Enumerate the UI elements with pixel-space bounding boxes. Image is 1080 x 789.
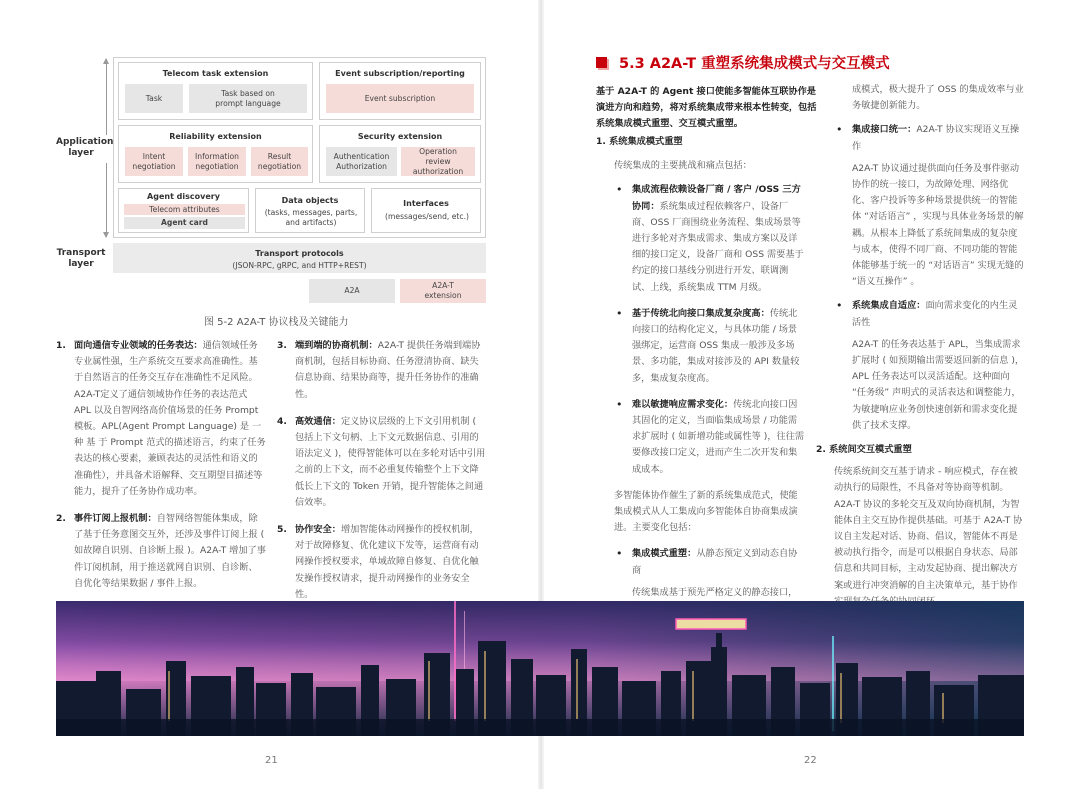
arrow-down-icon bbox=[106, 163, 107, 237]
bullet-item bbox=[834, 298, 1026, 330]
bullet-title: 集成接口统一： bbox=[852, 124, 917, 136]
paragraph: 成模式，极大提升了 OSS 的集成效率与业务敏捷创新能力。 bbox=[852, 84, 1024, 112]
event-subscription-group bbox=[319, 62, 481, 120]
list-item bbox=[56, 338, 266, 500]
section-title-text: 5.3 A2A-T 重塑系统集成模式与交互模式 bbox=[619, 56, 890, 72]
item-number: 2. bbox=[56, 513, 66, 525]
transport-body: (JSON-RPC, gRPC, and HTTP+REST) bbox=[232, 261, 367, 270]
group-title: Event subscription/reporting bbox=[335, 69, 465, 78]
paragraph: 传统集成的主要挑战和痛点包括： bbox=[614, 160, 752, 172]
figure-caption: 图 5-2 A2A-T 协议栈及关键能力 bbox=[204, 317, 349, 328]
group-title: Reliability extension bbox=[169, 132, 262, 141]
paragraph: 传统集成基于预先严格定义的静态接口， bbox=[632, 586, 798, 598]
reliability-group bbox=[118, 125, 313, 183]
bullet-text: 传统北向接口因其固化的定义，当面临集成场景 / 功能需求扩展时 ( 如新增功能或属性等 )，往往需要修改接口定义，进而产生二次开发和集成成本。 bbox=[632, 398, 805, 475]
bullet-item bbox=[614, 306, 806, 387]
group-title: Security extension bbox=[357, 132, 443, 141]
list-item bbox=[277, 414, 486, 511]
page-number-left: 21 bbox=[265, 755, 278, 766]
city-night-photo bbox=[56, 601, 1024, 736]
page-number-right: 22 bbox=[804, 755, 817, 766]
item-text: A2A-T 提供任务端到端协商机制，包括目标协商、任务澄清协商、缺失信息协商、结果协商等，提升任务协作的准确性。 bbox=[295, 340, 481, 400]
a2a-t-extension-box: A2A-T extension bbox=[400, 279, 486, 303]
interfaces-body: (messages/send, etc.) bbox=[385, 212, 469, 221]
a2a-box: A2A bbox=[309, 279, 395, 303]
section-title bbox=[596, 52, 890, 73]
group-title: Transport protocols bbox=[255, 249, 344, 258]
group-title: Data objects bbox=[281, 196, 339, 205]
section-marker-icon bbox=[596, 57, 607, 68]
agent-card-box: Agent card bbox=[124, 217, 245, 229]
interfaces-group bbox=[371, 188, 481, 233]
item-text: 自智网络智能体集成，除了基于任务意图交互外，还涉及事件订阅上报 ( 如故障自识别、自诊断上报 )。A2A-T 增加了事件订阅机制，用于推送就网自识别、自诊断、自优化等结果数据 / 事件上报。 bbox=[74, 513, 266, 589]
bullet-text: 系统集成过程依赖客户、设备厂商、OSS 厂商围绕业务流程、集成场景等进行多轮对齐集成需求、集成方案以及详细的接口定义，设备厂商和 OSS 需要基于约定的接口基线分别进行开发、联调测试、上线，系统集成 TTM 月级。 bbox=[632, 200, 804, 293]
bullet-title: 集成模式重塑： bbox=[632, 548, 697, 560]
bullet-title: 系统集成自适应： bbox=[852, 300, 926, 312]
left-column-1 bbox=[56, 338, 266, 603]
item-text: 通信领域任务专业属性强，生产系统交互要求高准确性。基于自然语言的任务交互存在准确性不足风险。A2A-T定义了通信领域协作任务的表达范式 APL 以及自智网络高价值场景的任务 Prompt 模板。APL(Agent Prompt Language) 是 一 种 基 于 Prompt 范式的描述语言，约束了任务表达的核心要素，兼顾表达的灵活性和语义的准确性），并具备术语解释、交互期望目描述等能力，提升了任务协作成功率。 bbox=[74, 340, 266, 497]
item-title: 面向通信专业领域的任务表达： bbox=[74, 340, 203, 351]
right-column-1 bbox=[596, 134, 806, 666]
group-title: Agent discovery bbox=[147, 192, 220, 201]
paragraph: 多智能体协作催生了新的系统集成范式，使能集成模式从人工集成向多智能体自协商集成演进。主要变化包括： bbox=[614, 489, 798, 534]
bullet-item bbox=[834, 122, 1026, 154]
bullet-item bbox=[614, 182, 806, 295]
transport-layer-label: Transport layer bbox=[56, 248, 106, 269]
prompt-task-box: Task based on prompt language bbox=[189, 84, 307, 113]
bullet-item bbox=[614, 546, 806, 578]
paragraph: 传统系统间交互基于请求 - 响应模式，存在被动执行的局限性，不具备对等协商等机制。A2A-T 协议的多轮交互及双向协商机制，为智能体自主交互协作提供基础。可基于 A2A-T 协议自主发起对话、协商、倡议，智能体不再是被动执行指令，而是可以根据自身状态、局部信息和共同目标，主动发起协商、提出解决方案或进行冲突消解的自主决策单元，基于协作 bbox=[834, 466, 1023, 591]
subsection-heading: 1. 系统集成模式重塑 bbox=[596, 136, 683, 147]
paragraph: A2A-T 协议通过提供面向任务及事件驱动协作的统一接口，为故障处理、网络优化、客户投诉等多种场景提供统一的智能体 “对话语言” ，实现与具体业务场景的解耦。从根本上降低了系统间集成的复杂度与成本，使得不同厂商、不同功能的智能体能够基于统一的 “对话语言” 实现无缝的 “语义互操作” 。 bbox=[852, 162, 1024, 288]
group-title: Telecom task extension bbox=[162, 69, 269, 78]
item-title: 端到端的协商机制： bbox=[295, 340, 378, 351]
data-objects-group bbox=[255, 188, 365, 233]
event-subscription-box: Event subscription bbox=[326, 84, 474, 113]
item-title: 协作安全： bbox=[295, 524, 341, 536]
lead-paragraph: 基于 A2A-T 的 Agent 接口使能多智能体互联协作是演进方向和趋势，将对系统集成带来根本性转变，包括系统集成模式重塑、交互模式重塑。 bbox=[596, 86, 817, 130]
arrow-up-icon bbox=[106, 59, 107, 135]
bullet-title: 难以敏捷响应需求变化： bbox=[632, 398, 734, 410]
right-column-2 bbox=[816, 82, 1026, 610]
intent-negotiation-box: Intent negotiation bbox=[125, 147, 183, 176]
item-text: 定义协议层级的上下文引用机制 ( 包括上下文句柄、上下文元数据信息、引用的语法定义 )，使得智能体可以在多轮对话中引用之前的上下文，而不必重复传输整个上下文降低长上下文的 Token 开销，提升智能体之间通信效率。 bbox=[295, 415, 486, 508]
item-text: 增加智能体动网操作的授权机制，对于故障修复、优化建议下发等，运营商有动网操作授权要求，单域故障自修复、自优化触发操作授权请求，提升动网操作的业务安全性。 bbox=[295, 524, 479, 600]
telecom-attributes-box: Telecom attributes bbox=[124, 204, 245, 215]
list-item bbox=[56, 511, 266, 592]
bullet-text: 面向需求变化的内生灵活性 bbox=[852, 300, 1018, 328]
bullet-text: A2A-T 协议实现语义互操作 bbox=[852, 124, 1020, 152]
agent-discovery-group bbox=[118, 188, 249, 233]
bullet-title: 基于传统北向接口集成复杂度高： bbox=[632, 307, 770, 319]
paragraph: A2A-T 的任务表达基于 APL，当集成需求扩展时 ( 如预期输出需要返回新的信息 )，APL 任务表达可以灵活适配。这种面向 “任务级” 声明式的灵活表达和调整能力，为敏捷响应业务创快速创新和需求变化提供了技术支撑。 bbox=[852, 338, 1025, 431]
bullet-text: 传统北向接口的结构化定义，与具体功能 / 场景强绑定，运营商 OSS 集成一般涉及多场景、多功能，集成对接涉及的 API 数量较多，集成复杂度高。 bbox=[632, 307, 800, 384]
security-group bbox=[319, 125, 481, 183]
item-number: 5. bbox=[277, 524, 287, 536]
bullet-text: 从静态预定义到动态自协商 bbox=[632, 548, 798, 576]
result-negotiation-box: Result negotiation bbox=[251, 147, 308, 176]
left-column-2 bbox=[277, 338, 486, 614]
item-title: 事件订阅上报机制： bbox=[74, 513, 157, 525]
bullet-item bbox=[614, 397, 806, 478]
information-negotiation-box: Information negotiation bbox=[188, 147, 246, 176]
group-title: Interfaces bbox=[403, 199, 449, 208]
application-layer-label: Application layer bbox=[56, 137, 114, 158]
data-objects-body: (tasks, messages, parts, and artifacts) bbox=[264, 208, 358, 227]
item-number: 3. bbox=[277, 340, 287, 351]
subsection-heading: 2. 系统间交互模式重塑 bbox=[816, 444, 912, 456]
telecom-task-group bbox=[118, 62, 313, 120]
item-number: 1. bbox=[56, 340, 66, 351]
task-box: Task bbox=[125, 84, 183, 113]
authentication-box: Authentication Authorization bbox=[326, 147, 397, 176]
operation-review-box: Operation review authorization bbox=[401, 147, 475, 176]
list-item bbox=[277, 522, 486, 603]
list-item bbox=[277, 338, 486, 403]
bullet-title: 集成流程依赖设备厂商 / 客户 /OSS 三方协同： bbox=[632, 184, 801, 212]
transport-protocols-box bbox=[113, 243, 486, 273]
item-number: 4. bbox=[277, 415, 287, 427]
item-title: 高效通信： bbox=[295, 415, 341, 427]
protocol-stack-diagram bbox=[56, 55, 486, 305]
